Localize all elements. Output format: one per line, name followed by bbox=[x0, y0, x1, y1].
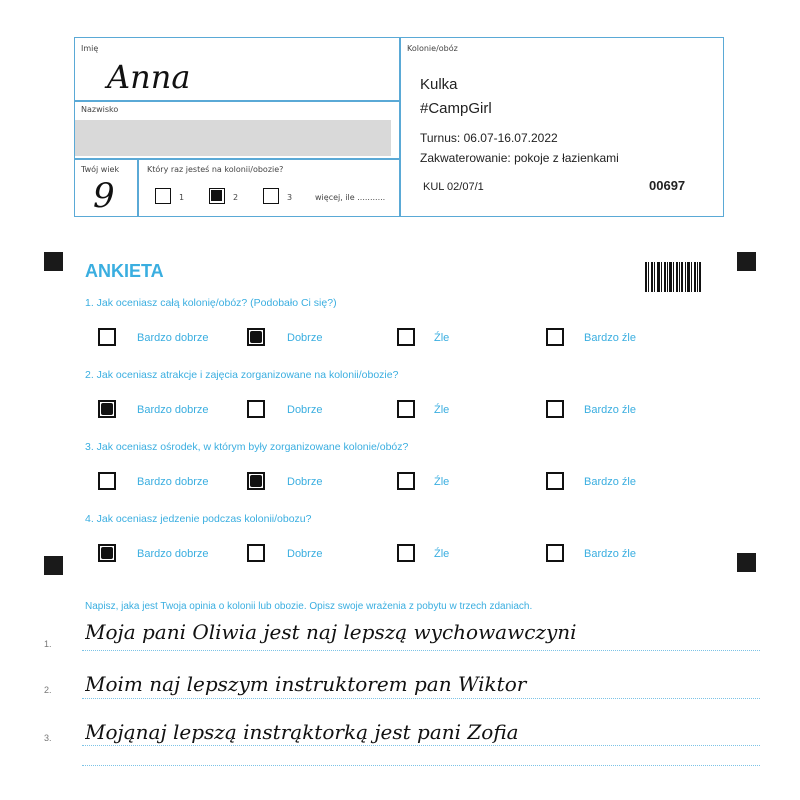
q4-label-dobrze: Dobrze bbox=[287, 548, 323, 560]
q3-label-dobrze: Dobrze bbox=[287, 476, 323, 488]
line-number-1: 1. bbox=[44, 639, 52, 649]
camp-code: KUL 02/07/1 bbox=[423, 181, 484, 193]
zakwaterowanie-label: Zakwaterowanie: bbox=[420, 151, 511, 165]
imie-value: Anna bbox=[107, 58, 191, 96]
q1-label-bardzo-zle: Bardzo źle bbox=[584, 332, 636, 344]
opinion-sentence-1[interactable]: Moja pani Oliwia jest naj lepszą wychowawczyni bbox=[85, 620, 577, 644]
writing-line-4 bbox=[82, 765, 760, 766]
q2-label-bardzo-dobrze: Bardzo dobrze bbox=[137, 404, 209, 416]
q2-option-bardzo-dobrze[interactable] bbox=[98, 400, 116, 418]
registration-marker bbox=[44, 252, 63, 271]
q2-option-bardzo-zle[interactable] bbox=[546, 400, 564, 418]
q3-option-bardzo-zle[interactable] bbox=[546, 472, 564, 490]
header-form bbox=[74, 37, 724, 217]
line-number-3: 3. bbox=[44, 733, 52, 743]
opinion-prompt: Napisz, jaka jest Twoja opinia o kolonii lub obozie. Opisz swoje wrażenia z pobytu w trzech zdaniach. bbox=[85, 601, 533, 612]
q3-label-bardzo-dobrze: Bardzo dobrze bbox=[137, 476, 209, 488]
q4-option-zle[interactable] bbox=[397, 544, 415, 562]
line-number-2: 2. bbox=[44, 685, 52, 695]
form-number: 00697 bbox=[649, 178, 686, 193]
opinion-sentence-3[interactable]: Mojąnaj lepszą instrąktorką jest pani Zofia bbox=[85, 720, 519, 744]
ktory-raz-option-2: 2 bbox=[233, 193, 239, 202]
imie-label: Imię bbox=[81, 44, 99, 53]
q1-label-dobrze: Dobrze bbox=[287, 332, 323, 344]
turnus-label: Turnus: bbox=[420, 131, 461, 145]
writing-line-3 bbox=[82, 745, 760, 746]
ktory-raz-checkbox-2[interactable] bbox=[209, 188, 225, 204]
zakwaterowanie-line bbox=[420, 151, 619, 165]
nazwisko-label: Nazwisko bbox=[81, 105, 119, 114]
registration-marker bbox=[737, 252, 756, 271]
divider bbox=[75, 100, 399, 102]
question-3: 3. Jak oceniasz ośrodek, w którym były zorganizowane kolonie/obóz? bbox=[85, 441, 409, 453]
q4-label-bardzo-dobrze: Bardzo dobrze bbox=[137, 548, 209, 560]
q2-label-bardzo-zle: Bardzo źle bbox=[584, 404, 636, 416]
question-4: 4. Jak oceniasz jedzenie podczas kolonii/obozu? bbox=[85, 513, 312, 525]
q4-label-bardzo-zle: Bardzo źle bbox=[584, 548, 636, 560]
zakwaterowanie-value: pokoje z łazienkami bbox=[514, 151, 619, 165]
ktory-raz-option-1: 1 bbox=[179, 193, 185, 202]
survey-title: ANKIETA bbox=[85, 261, 164, 281]
q2-option-dobrze[interactable] bbox=[247, 400, 265, 418]
divider bbox=[75, 158, 399, 160]
divider bbox=[399, 38, 401, 216]
barcode bbox=[645, 262, 701, 292]
camp-name: Kulka bbox=[420, 76, 458, 93]
turnus-line bbox=[420, 131, 558, 145]
q2-option-zle[interactable] bbox=[397, 400, 415, 418]
q3-label-bardzo-zle: Bardzo źle bbox=[584, 476, 636, 488]
turnus-value: 06.07-16.07.2022 bbox=[463, 131, 558, 145]
redacted-surname bbox=[75, 120, 391, 156]
q2-label-dobrze: Dobrze bbox=[287, 404, 323, 416]
q3-option-zle[interactable] bbox=[397, 472, 415, 490]
registration-marker bbox=[737, 553, 756, 572]
q1-option-bardzo-dobrze[interactable] bbox=[98, 328, 116, 346]
q3-option-bardzo-dobrze[interactable] bbox=[98, 472, 116, 490]
q1-label-zle: Źle bbox=[434, 332, 450, 344]
writing-line-1 bbox=[82, 650, 760, 651]
opinion-sentence-2[interactable]: Moim naj lepszym instruktorem pan Wiktor bbox=[85, 672, 527, 696]
writing-line-2 bbox=[82, 698, 760, 699]
ktory-raz-checkbox-1[interactable] bbox=[155, 188, 171, 204]
q4-option-bardzo-zle[interactable] bbox=[546, 544, 564, 562]
q3-option-dobrze[interactable] bbox=[247, 472, 265, 490]
kolonie-label: Kolonie/obóz bbox=[407, 44, 458, 53]
q1-option-bardzo-zle[interactable] bbox=[546, 328, 564, 346]
wiek-value: 9 bbox=[93, 176, 115, 216]
q4-option-bardzo-dobrze[interactable] bbox=[98, 544, 116, 562]
q1-option-zle[interactable] bbox=[397, 328, 415, 346]
ktory-raz-option-3: 3 bbox=[287, 193, 293, 202]
q1-label-bardzo-dobrze: Bardzo dobrze bbox=[137, 332, 209, 344]
q4-label-zle: Źle bbox=[434, 548, 450, 560]
question-2: 2. Jak oceniasz atrakcje i zajęcia zorganizowane na kolonii/obozie? bbox=[85, 369, 399, 381]
q4-option-dobrze[interactable] bbox=[247, 544, 265, 562]
registration-marker bbox=[44, 556, 63, 575]
q1-option-dobrze[interactable] bbox=[247, 328, 265, 346]
ktory-raz-checkbox-3[interactable] bbox=[263, 188, 279, 204]
ktory-raz-label: Który raz jesteś na kolonii/obozie? bbox=[147, 165, 284, 174]
camp-tag: #CampGirl bbox=[420, 100, 492, 117]
q2-label-zle: Źle bbox=[434, 404, 450, 416]
wiecej-label: więcej, ile ........... bbox=[315, 193, 386, 202]
q3-label-zle: Źle bbox=[434, 476, 450, 488]
question-1: 1. Jak oceniasz całą kolonię/obóz? (Podobało Ci się?) bbox=[85, 297, 337, 309]
wiek-label: Twój wiek bbox=[81, 165, 120, 174]
divider bbox=[137, 158, 139, 216]
